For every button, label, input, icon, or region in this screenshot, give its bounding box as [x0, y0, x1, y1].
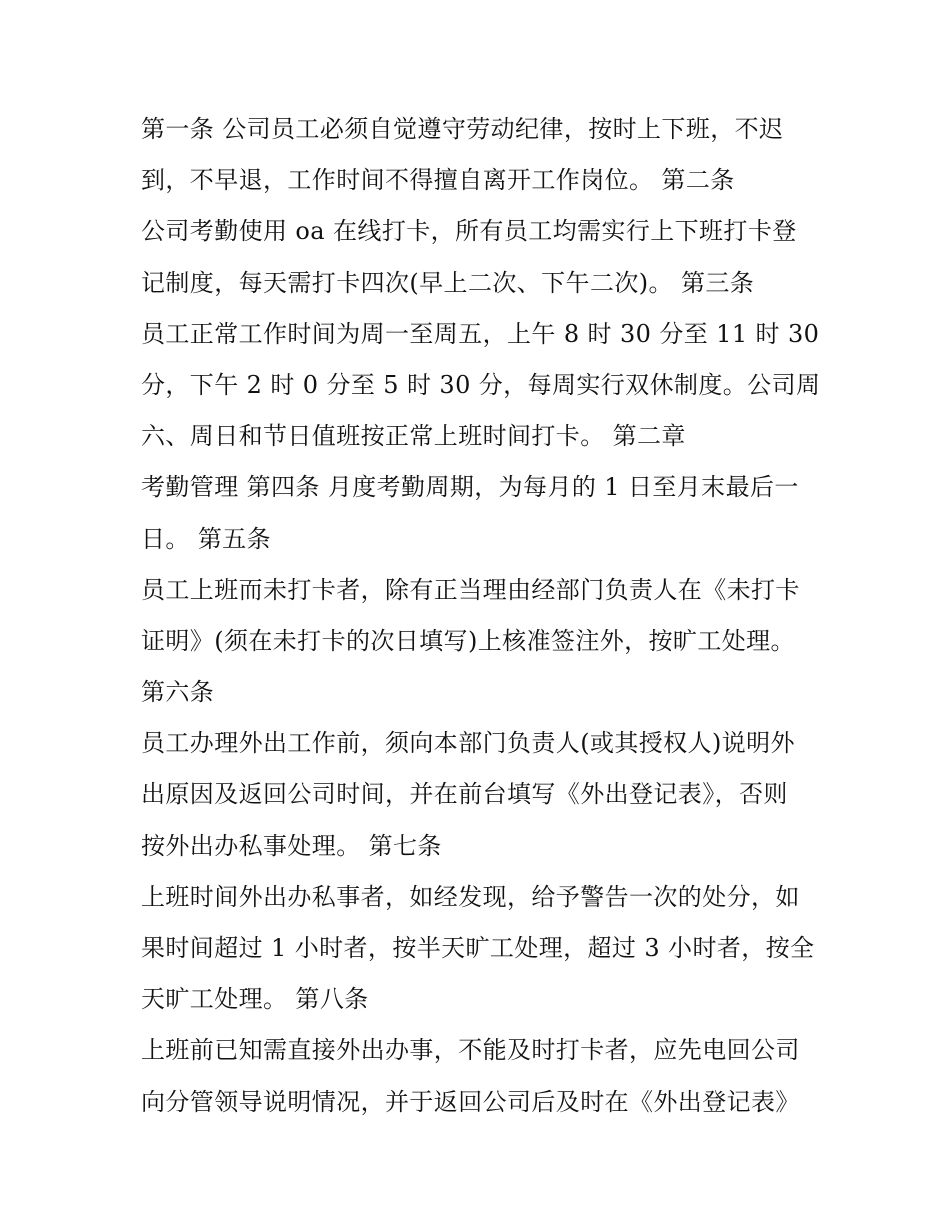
text-line: 员工上班而未打卡者，除有正当理由经部门负责人在《未打卡 — [141, 575, 800, 604]
text-line: 日。 第五条 — [141, 524, 272, 553]
document-body — [141, 104, 821, 1128]
text-line: 考勤管理 第四条 月度考勤周期，为每月的 1 日至月末最后一 — [141, 473, 799, 502]
text-line: 上班前已知需直接外出办事，不能及时打卡者，应先电回公司 — [141, 1036, 800, 1065]
text-line: 向分管领导说明情况，并于返回公司后及时在《外出登记表》 — [141, 1087, 800, 1116]
text-line: 按外出办私事处理。 第七条 — [141, 831, 442, 860]
text-line: 出原因及返回公司时间，并在前台填写《外出登记表》，否则 — [141, 780, 788, 809]
text-line: 员工正常工作时间为周一至周五，上午 8 时 30 分至 11 时 30 — [141, 319, 820, 348]
text-line: 到，不早退，工作时间不得擅自离开工作岗位。 第二条 — [141, 166, 735, 195]
text-line: 公司考勤使用 oa 在线打卡，所有员工均需实行上下班打卡登 — [141, 217, 797, 246]
text-line: 记制度，每天需打卡四次(早上二次、下午二次)。 第三条 — [141, 268, 755, 297]
text-line: 第一条 公司员工必须自觉遵守劳动纪律，按时上下班，不迟 — [141, 115, 784, 143]
text-line: 员工办理外出工作前，须向本部门负责人(或其授权人)说明外 — [141, 729, 795, 758]
text-line: 分，下午 2 时 0 分至 5 时 30 分，每周实行双休制度。公司周 — [141, 370, 821, 399]
text-line: 天旷工处理。 第八条 — [141, 985, 369, 1014]
text-line: 六、周日和节日值班按正常上班时间打卡。 第二章 — [141, 422, 686, 451]
text-line: 上班时间外出办私事者，如经发现，给予警告一次的处分，如 — [141, 882, 800, 911]
text-line: 第六条 — [141, 678, 215, 707]
text-line: 证明》(须在未打卡的次日填写)上核准签注外，按旷工处理。 — [141, 626, 795, 655]
text-line: 果时间超过 1 小时者，按半天旷工处理，超过 3 小时者，按全 — [141, 934, 815, 962]
